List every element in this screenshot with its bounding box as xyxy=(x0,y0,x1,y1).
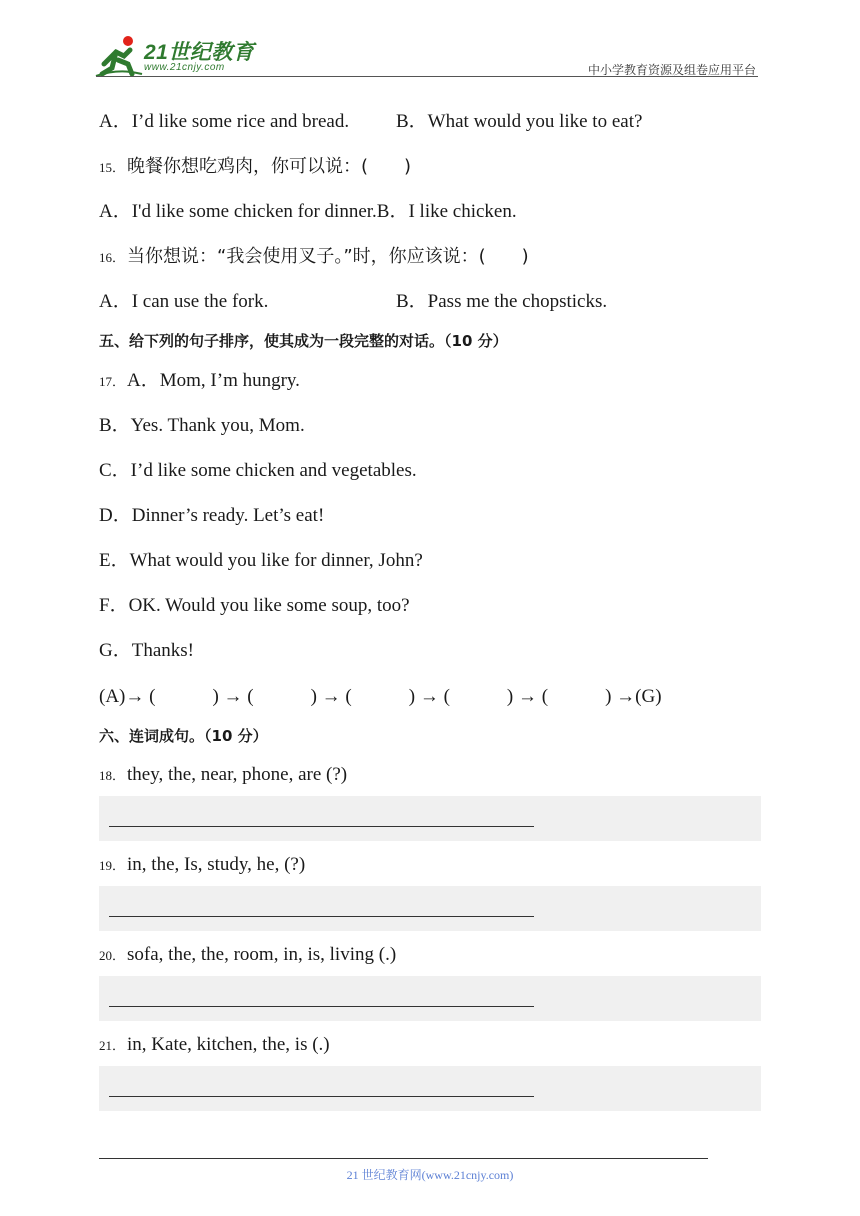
order-answer-line: (A)→ ( ) → ( ) → ( ) → ( ) → ( ) →(G) xyxy=(99,686,662,707)
question-number: 16． xyxy=(99,250,126,265)
option-a: A．I'd like some chicken for dinner.B．I like chicken. xyxy=(99,201,517,222)
answer-field-19[interactable] xyxy=(99,886,761,931)
logo-text: 21世纪教育 xyxy=(144,41,255,64)
question-text: A．Mom, I’m hungry. xyxy=(127,370,300,391)
logo-url: www.21cnjy.com xyxy=(144,62,225,73)
question-text: 晚餐你想吃鸡肉，你可以说：( ) xyxy=(127,156,412,177)
answer-underline xyxy=(109,916,534,917)
dialog-option-d: D．Dinner’s ready. Let’s eat! xyxy=(99,505,325,526)
footer-divider xyxy=(99,1158,708,1159)
q16-options xyxy=(99,290,608,314)
header-divider xyxy=(96,76,758,77)
question-number: 21． xyxy=(99,1038,126,1053)
question-19 xyxy=(99,853,305,878)
runner-logo-icon xyxy=(94,34,144,78)
option-a: A．I’d like some rice and bread. xyxy=(99,111,350,132)
question-text: they, the, near, phone, are (?) xyxy=(127,764,348,785)
question-text: 当你想说：“我会使用叉子。”时，你应该说：( ) xyxy=(127,246,529,267)
question-16 xyxy=(99,245,529,270)
header-platform-text: 中小学教育资源及组卷应用平台 xyxy=(587,63,756,77)
page-header xyxy=(0,0,860,80)
question-15 xyxy=(99,155,411,180)
option-b: B．Pass me the chopsticks. xyxy=(396,291,608,312)
answer-field-18[interactable] xyxy=(99,796,761,841)
question-21 xyxy=(99,1033,330,1058)
question-number: 20． xyxy=(99,948,126,963)
option-a: A．I can use the fork. xyxy=(99,291,269,312)
question-17 xyxy=(99,369,300,394)
section-6-heading: 六、连词成句。（10 分） xyxy=(99,727,268,745)
question-text: in, the, Is, study, he, (?) xyxy=(127,854,306,875)
answer-underline xyxy=(109,1006,534,1007)
question-number: 15． xyxy=(99,160,126,175)
question-number: 17． xyxy=(99,374,126,389)
question-18 xyxy=(99,763,347,788)
question-text: in, Kate, kitchen, the, is (.) xyxy=(127,1034,330,1055)
question-number: 19． xyxy=(99,858,126,873)
answer-underline xyxy=(109,826,534,827)
q14-options xyxy=(99,110,643,134)
answer-underline xyxy=(109,1096,534,1097)
option-b: B．What would you like to eat? xyxy=(396,111,643,132)
answer-field-20[interactable] xyxy=(99,976,761,1021)
dialog-option-f: F．OK. Would you like some soup, too? xyxy=(99,595,410,616)
footer-site-text: 21 世纪教育网(www.21cnjy.com) xyxy=(346,1168,514,1182)
dialog-option-g: G．Thanks! xyxy=(99,640,194,661)
dialog-option-b: B．Yes. Thank you, Mom. xyxy=(99,415,305,436)
site-logo xyxy=(94,34,274,78)
dialog-option-c: C．I’d like some chicken and vegetables. xyxy=(99,460,417,481)
question-20 xyxy=(99,943,396,968)
question-number: 18． xyxy=(99,768,126,783)
q15-options xyxy=(99,200,517,224)
answer-field-21[interactable] xyxy=(99,1066,761,1111)
question-text: sofa, the, the, room, in, is, living (.) xyxy=(127,944,397,965)
dialog-option-e: E．What would you like for dinner, John? xyxy=(99,550,423,571)
section-5-heading: 五、给下列的句子排序，使其成为一段完整的对话。（10 分） xyxy=(99,332,508,350)
